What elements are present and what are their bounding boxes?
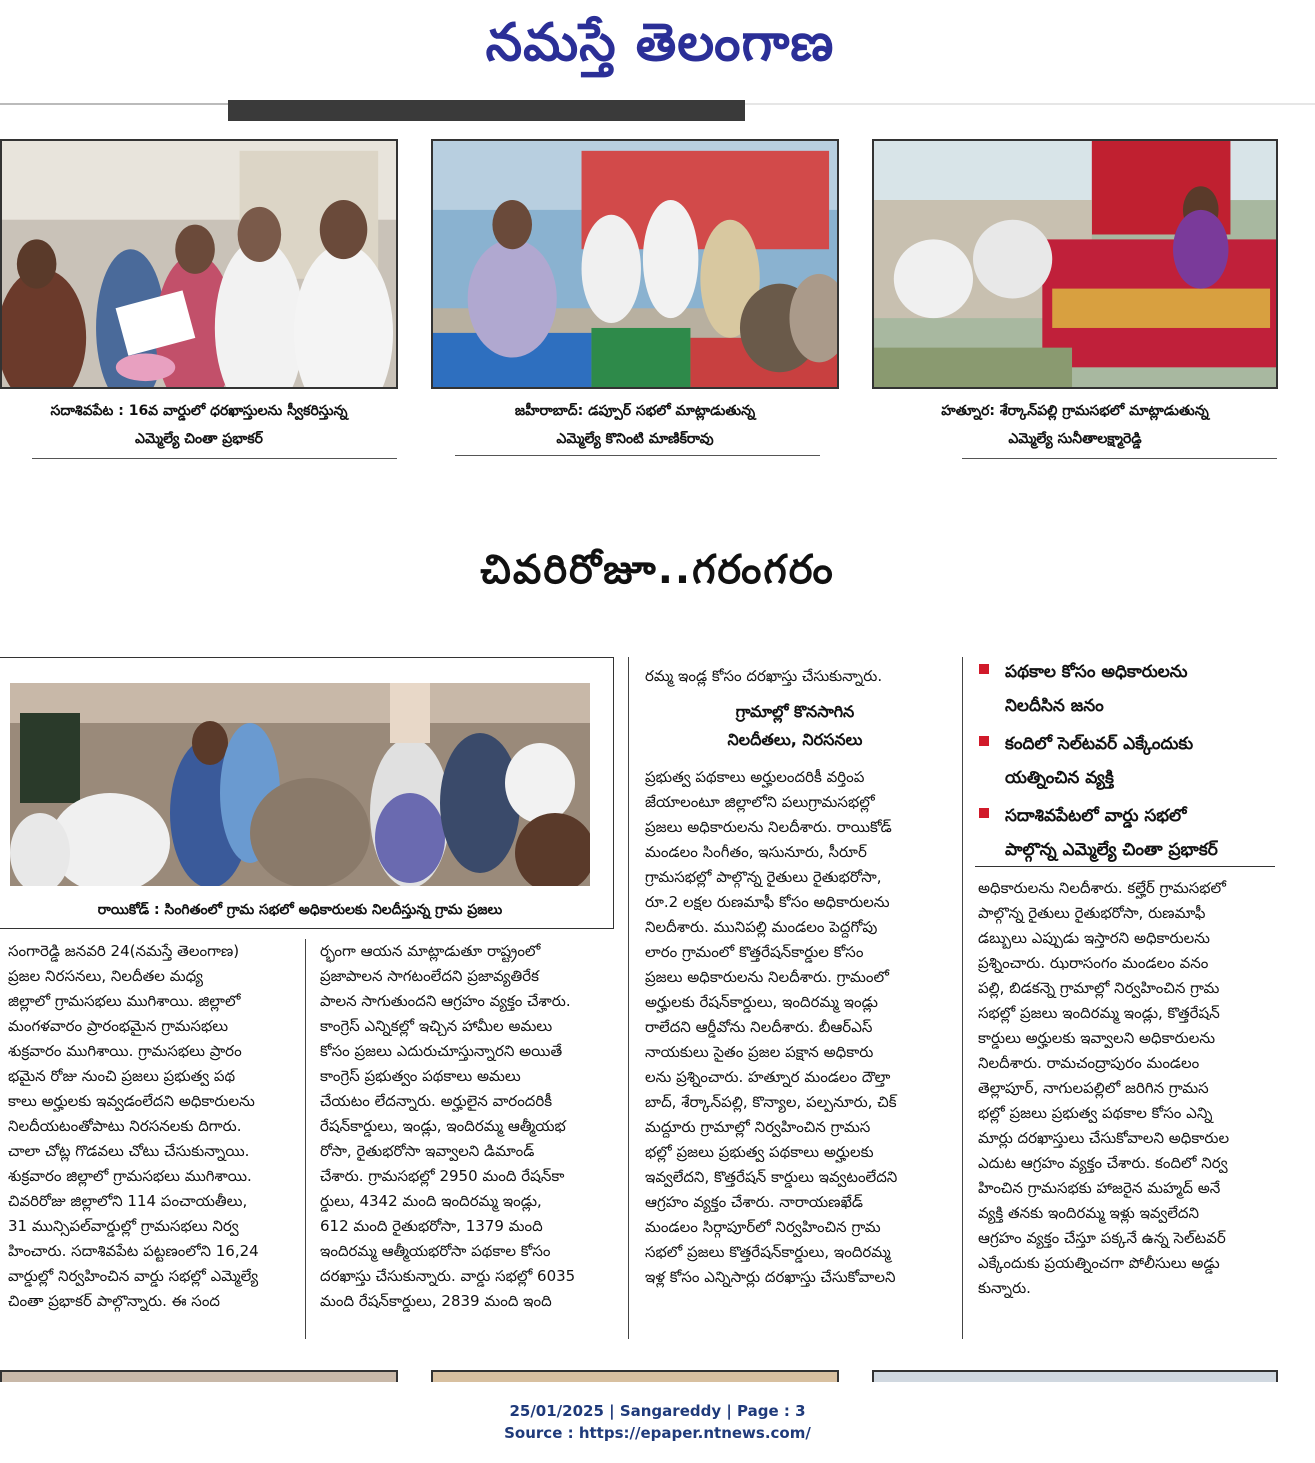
text-line: ప్రజలు అధికారులను నిలదీశారు. రాయికోడ్ (645, 818, 892, 836)
footer-source: Source : https://epaper.ntnews.com/ (504, 1424, 811, 1442)
text-line: ఎక్కేందుకు ప్రయత్నించగా పోలీసులు అడ్డు (978, 1254, 1220, 1272)
highlights-box (975, 655, 1275, 871)
caption-divider (455, 455, 820, 456)
highlight-line: కందిలో సెల్‌టవర్ ఎక్కేందుకు (1005, 734, 1194, 754)
text-line: తెల్లాపూర్, నాగులపల్లిలో జరిగిన గ్రామస (978, 1079, 1209, 1097)
page-footer (0, 1400, 1315, 1444)
caption-line: సదాశివపేట : 16వ వార్డులో ధరఖాస్తులను స్వీకరిస్తున్న (50, 403, 348, 419)
text-line: నిలదీశారు. మునిపల్లి మండలం పెద్దగోపు (645, 918, 878, 936)
caption-line: ఎమ్మెల్యే చింతా ప్రభాకర్ (135, 431, 263, 447)
highlights-divider (975, 866, 1275, 867)
caption-divider (32, 458, 397, 459)
column-divider (962, 657, 963, 1339)
text-line: కోసం ప్రజలు ఎదురుచూస్తున్నారని అయితే (320, 1042, 563, 1060)
masthead-bar (228, 100, 745, 121)
photo-hathnoor (872, 139, 1278, 389)
text-line: డబ్బులు ఎప్పుడు ఇస్తారని అధికారులను (978, 929, 1211, 947)
text-line: అధికారులను నిలదీశారు. కల్హేర్ గ్రామసభలో (978, 879, 1226, 897)
highlight-item (975, 799, 1275, 867)
text-line: మండలం సింగీతం, ఇసునూరు, సీరూర్ (645, 843, 867, 861)
text-line: చేశారు. గ్రామసభల్లో 2950 మంది రేషన్‌కా (320, 1167, 565, 1185)
article-column-4 (978, 876, 1278, 1301)
text-line: నిలదీయటంతోపాటు నిరసనలకు దిగారు. (8, 1117, 242, 1135)
text-line: నిలదీశారు. రామచంద్రాపురం మండలం (978, 1054, 1200, 1072)
article-column-3 (645, 765, 950, 1290)
text-line: కాంగ్రెస్ ఎన్నికల్లో ఇచ్చిన హామీల అమలు (320, 1017, 553, 1035)
text-line: పాలన సాగుతుందని ఆగ్రహం వ్యక్తం చేశారు. (320, 992, 571, 1010)
text-line: కాంగ్రెస్ ప్రభుత్వం పథకాలు అమలు (320, 1067, 521, 1085)
main-headline: చివరిరోజూ..గరంగరం (480, 547, 835, 593)
bullet-icon (979, 736, 989, 746)
text-line: సభల్లో ప్రజలు ఇందిరమ్మ ఇండ్లు, కొత్తరేషన్ (978, 1004, 1220, 1022)
text-line: ప్రజల నిరసనలు, నిలదీతల మధ్య (8, 967, 203, 985)
text-line: మద్దూరు గ్రామాల్లో నిర్వహించిన గ్రామస (645, 1118, 871, 1136)
text-line: గ్రామసభల్లో పాల్గొన్న రైతులు రైతుభరోసా, (645, 868, 882, 886)
text-line: భల్లో ప్రజలు ప్రభుత్వ పథకాలు అర్హులకు (645, 1143, 874, 1161)
highlight-line: యత్నించిన వ్యక్తి (1005, 768, 1114, 788)
main-photo-caption: రాయికోడ్ : సింగితంలో గ్రామ సభలో అధికారులకు నిలదీస్తున్న గ్రామ ప్రజలు (97, 902, 503, 918)
text-line: ప్రజలు అధికారులను నిలదీశారు. గ్రామంలో (645, 968, 889, 986)
photo-caption-1 (0, 397, 398, 453)
text-line: జేయాలంటూ జిల్లాలోని పలుగ్రామసభల్లో (645, 793, 875, 811)
text-line: శుక్రవారం ముగిశాయి. గ్రామసభలు ప్రారం (8, 1042, 242, 1060)
article-column-2 (320, 939, 620, 1314)
highlight-line: సదాశివపేటలో వార్డు సభలో (1005, 806, 1187, 826)
text-line: ప్రభుత్వ పథకాలు అర్హులందరికీ వర్తింప (645, 768, 865, 786)
text-line: పల్లి, బిడకన్నె గ్రామాల్లో నిర్వహించిన గ్రామ (978, 979, 1220, 997)
highlight-line: పాల్గొన్న ఎమ్మెల్యే చింతా ప్రభాకర్ (1005, 840, 1218, 860)
photo-sadashivpet (0, 139, 398, 389)
text-line: 31 మున్సిపల్‌వార్డుల్లో గ్రామసభలు నిర్వ (8, 1217, 239, 1235)
text-line: వ్యక్తి తనకు ఇందిరమ్మ ఇళ్లు ఇవ్వలేదని (978, 1204, 1200, 1222)
highlight-line: నిలదీసిన జనం (1005, 696, 1104, 716)
text-line: నాయకులు సైతం ప్రజల పక్షాన అధికారు (645, 1043, 874, 1061)
text-line: ప్రజాపాలన సాగటంలేదని ప్రజావ్యతిరేక (320, 967, 539, 985)
caption-line: హత్నూర: శేర్కాన్‌పల్లి గ్రామసభలో మాట్లాడుతున్న (941, 403, 1209, 419)
text-line: బాద్, శేర్కాన్‌పల్లి, కొన్యాల, పల్పనూరు, చిక్ (645, 1093, 897, 1111)
bottom-photo-strip (431, 1370, 839, 1382)
newspaper-logo: నమస్తే తెలంగాణ (485, 13, 835, 73)
text-line: మండలం సిర్గాపూర్‌లో నిర్వహించిన గ్రామ (645, 1218, 881, 1236)
text-line: భమైన రోజు నుంచి ప్రజలు ప్రభుత్వ పథ (8, 1067, 236, 1085)
highlight-item (975, 655, 1275, 723)
text-line: చేయటం లేదన్నారు. అర్హులైన వారందరికీ (320, 1092, 553, 1110)
text-line: రోసా, రైతుభరోసా ఇవ్వాలని డిమాండ్ (320, 1142, 535, 1160)
bottom-photo-strip (872, 1370, 1278, 1382)
text-line: ఎదుట ఆగ్రహం వ్యక్తం చేశారు. కందిలో నిర్వ (978, 1154, 1228, 1172)
main-photo-raikode (10, 683, 590, 886)
text-line: భల్లో ప్రజలు ప్రభుత్వ పథకాల కోసం ఎన్ని (978, 1104, 1213, 1122)
text-line: ఆగ్రహం వ్యక్తం చేస్తూ పక్కనే ఉన్న సెల్‌టవర్ (978, 1229, 1226, 1247)
text-line: సంగారెడ్డి జనవరి 24(నమస్తే తెలంగాణ) (8, 942, 240, 960)
subhead-line: గ్రామాల్లో కొనసాగిన (735, 702, 855, 721)
text-line: దరఖాస్తు చేసుకున్నారు. వార్డు సభల్లో 6035 (320, 1267, 576, 1285)
caption-line: జహీరాబాద్: డప్పూర్ సభలో మాట్లాడుతున్న (514, 403, 756, 419)
column-divider (628, 657, 629, 1339)
highlight-line: పథకాల కోసం అధికారులను (1005, 662, 1188, 682)
text-line: ఇవ్వలేదని, కొత్తరేషన్ కార్డులు ఇవ్వటంలేదని (645, 1168, 898, 1186)
caption-line: ఎమ్మెల్యే సునీతాలక్ష్మారెడ్డి (1008, 431, 1142, 447)
photo-zaheerabad (431, 139, 839, 389)
text-line: చివరిరోజు జిల్లాలోని 114 పంచాయతీలు, (8, 1192, 248, 1210)
text-line: సభలో ప్రజలు కొత్తరేషన్‌కార్డులు, ఇందిరమ్మ (645, 1243, 891, 1261)
caption-line: ఎమ్మెల్యే కొనింటి మాణిక్‌రావు (556, 431, 714, 447)
masthead-rule-right (745, 103, 1315, 105)
text-line: జిల్లాలో గ్రామసభలు ముగిశాయి. జిల్లాలో (8, 992, 241, 1010)
text-line: కాలు అర్హులకు ఇవ్వడంలేదని అధికారులను (8, 1092, 255, 1110)
footer-date-edition: 25/01/2025 | Sangareddy | Page : 3 (509, 1402, 806, 1420)
subhead-line: నిలదీతలు, నిరసనలు (727, 730, 863, 749)
text-line: లను ప్రశ్నించారు. హత్నూర మండలం దౌల్తా (645, 1068, 891, 1086)
column-divider (305, 939, 306, 1339)
text-line: లారం గ్రామంలో కొత్తరేషన్‌కార్డుల కోసం (645, 943, 864, 961)
text-line: ఆగ్రహం వ్యక్తం చేశారు. నారాయణఖేడ్ (645, 1193, 863, 1211)
bottom-photo-strip (0, 1370, 398, 1382)
text-line: ఇందిరమ్మ ఆత్మీయభరోసా పథకాల కోసం (320, 1242, 551, 1260)
masthead-rule-left (0, 103, 228, 105)
text-line: రూ.2 లక్షల రుణమాఫీ కోసం అధికారులను (645, 893, 890, 911)
text-line: చింతా ప్రభాకర్ పాల్గొన్నారు. ఈ సంద (8, 1292, 221, 1310)
text-line: రాలేదని ఆర్డీవోను నిలదీశారు. బీఆర్‌ఎస్ (645, 1018, 873, 1036)
text-line: చాలా చోట్ల గొడవలు చోటు చేసుకున్నాయి. (8, 1142, 250, 1160)
text-line: ర్డులు, 4342 మంది ఇందిరమ్మ ఇండ్లు, (320, 1192, 542, 1210)
highlight-item (975, 727, 1275, 795)
text-line: మార్లు దరఖాస్తులు చేసుకోవాలని అధికారుల (978, 1129, 1230, 1147)
section-subhead (645, 698, 945, 754)
text-line: రమ్మ ఇండ్ల కోసం దరఖాస్తు చేసుకున్నారు. (645, 667, 883, 685)
text-line: వార్డుల్లో నిర్వహించిన వార్డు సభల్లో ఎమ్మెల్యే (8, 1267, 259, 1285)
text-line: పాల్గొన్న రైతులు రైతుభరోసా, రుణమాఫీ (978, 904, 1206, 922)
text-line: అర్హులకు రేషన్‌కార్డులు, ఇందిరమ్మ ఇండ్లు (645, 993, 878, 1011)
text-line: 612 మంది రైతుభరోసా, 1379 మంది (320, 1217, 543, 1235)
text-line: శుక్రవారం జిల్లాలో గ్రామసభలు ముగిశాయి. (8, 1167, 252, 1185)
text-line: కార్డులు అర్హులకు ఇవ్వాలని అధికారులను (978, 1029, 1216, 1047)
text-line: ఇళ్ల కోసం ఎన్నిసార్లు దరఖాస్తు చేసుకోవాలని (645, 1268, 896, 1286)
text-line: ర్భంగా ఆయన మాట్లాడుతూ రాష్ట్రంలో (320, 942, 541, 960)
caption-divider (962, 458, 1277, 459)
text-line: మంది రేషన్‌కార్డులు, 2839 మంది ఇంది (320, 1292, 552, 1310)
photo-caption-2 (431, 397, 839, 453)
text-line: ప్రశ్నించారు. ఝరాసంగం మండలం వనం (978, 954, 1209, 972)
bullet-icon (979, 808, 989, 818)
text-line: కున్నారు. (978, 1279, 1031, 1297)
masthead (0, 0, 1315, 100)
article-column-1 (8, 939, 293, 1314)
bullet-icon (979, 664, 989, 674)
text-line: రేషన్‌కార్డులు, ఇండ్లు, ఇందిరమ్మ ఆత్మీయభ (320, 1117, 566, 1135)
photo-caption-3 (872, 397, 1278, 453)
text-line: హించారు. సదాశివపేట పట్టణంలోని 16,24 (8, 1242, 259, 1260)
article-column-3-top (645, 664, 945, 689)
text-line: మంగళవారం ప్రారంభమైన గ్రామసభలు (8, 1017, 229, 1035)
text-line: హించిన గ్రామసభకు హాజరైన మహ్మద్ అనే (978, 1179, 1221, 1197)
